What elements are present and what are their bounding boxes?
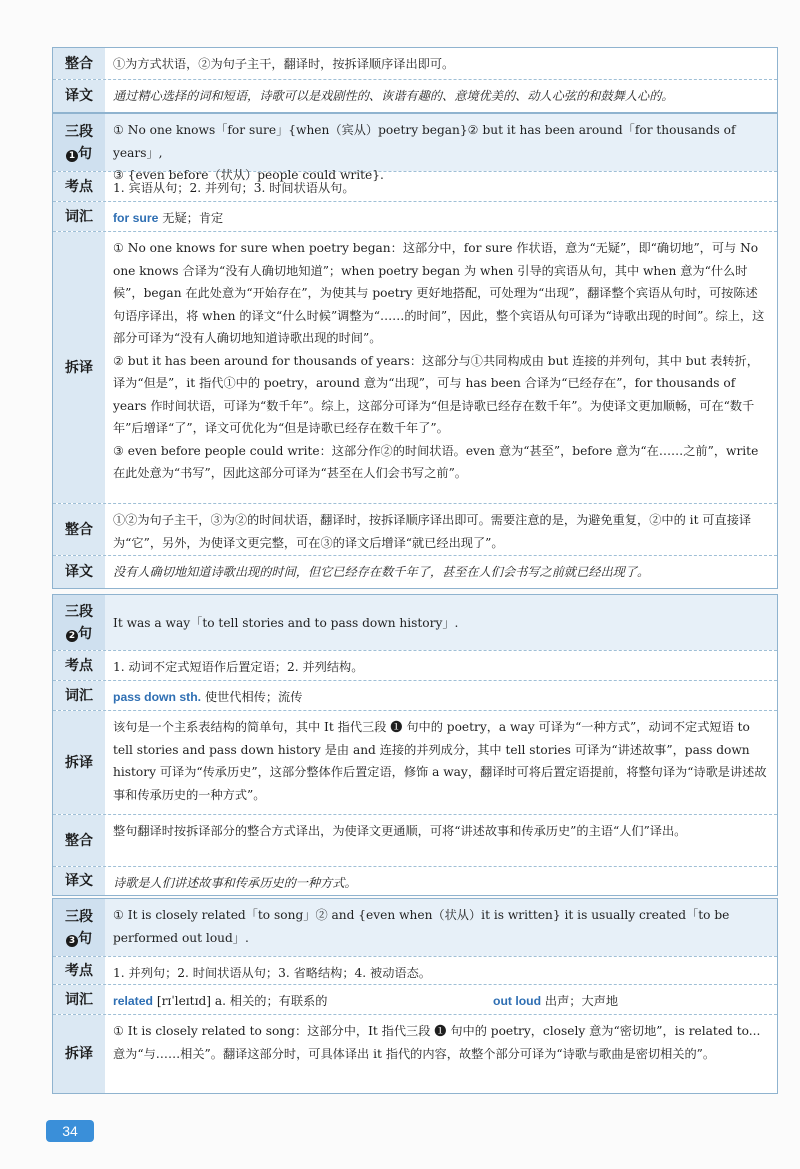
chaiyi-text: ① It is closely related to song：这部分中，It 指代三段 ❶ 句中的 poetry，closely 意为“密切地”，is related to... 意为“与……相关”。翻译这部分时，可具体译出 it 指代的内容，故整个部分可译为“诗歌与歌曲是密切相关的”。: [113, 1024, 761, 1061]
chaiyi-text: 该句是一个主系表结构的简单句，其中 It 指代三段 ❶ 句中的 poetry，a way 可译为“一种方式”，动词不定式短语 to tell stories and pass down history 是由 and 连接的并列成分，其中 tell stories 可译为“讲述故事”，pass down history 可译为“传承历史”，这部分整体作后置定语，修饰 a way，翻译时可将后置定语提前，将整句译为“诗歌是讲述故事和传承历史的一种方式”。: [113, 720, 767, 802]
zhenghe-row: [53, 504, 777, 556]
cihui-row: [53, 985, 777, 1015]
zhenghe-label: 整合: [53, 815, 105, 866]
block-sentence-2: [52, 594, 778, 896]
zhenghe-text: ①②为句子主干，③为②的时间状语，翻译时，按拆译顺序译出即可。需要注意的是，为避免重复，②中的 it 可直接译为“它”，另外，为使译文更完整，可在③的译文后增译“就已经出现了”。: [113, 513, 752, 550]
yiwen-text: 没有人确切地知道诗歌出现的时间，但它已经存在数千年了，甚至在人们会书写之前就已经出现了。: [113, 565, 650, 579]
chaiyi-row: [53, 711, 777, 815]
yiwen-row: [53, 867, 777, 895]
cihui-label: 词汇: [53, 202, 105, 231]
head-label-line1: 三段: [65, 603, 93, 620]
sentence-head-text: ① It is closely related「to song」② and {even when（状从）it is written} it is usually created「to be performed out loud」.: [105, 899, 777, 956]
chaiyi-para-2: ② but it has been around for thousands of years：这部分与①共同构成由 but 连接的并列句，其中 but 表转折，译为“但是”，it 指代①中的 poetry，around 意为“出现”，可与 has been 合译为“已经存在”，for thousands of years 作时间状语，可译为“数千年”。综上，这部分可译为“但是诗歌已经存在数千年”。为使译文更加顺畅，可在“数千年”后增译“了”，译文可优化为“但是诗歌已经存在数千年了”。: [113, 353, 759, 435]
kaodian-label: 考点: [53, 651, 105, 680]
sentence-head-label: [53, 114, 105, 171]
sentence-text-line2: ③ {even before（状从）people could write}.: [113, 168, 384, 182]
sentence-head-row: [53, 114, 777, 182]
head-label-ju: 句: [78, 145, 92, 162]
chaiyi-para-1: ① No one knows for sure when poetry began：这部分中，for sure 作状语，意为“无疑”，即“确切地”，可与 No one knows 合译为“没有人确切地知道”；when poetry began 为 when 引导的宾语从句，其中 when 意为“什么时候”，began 在此处意为“开始存在”，为使其与 poetry 更好地搭配，可处理为“出现”，翻译整个宾语从句时，可按陈述句语序译出，将 when 的译文“什么时候”调整为“……的时间”，因此，整个宾语从句可译为“诗歌出现的时间”。综上，这部分可译为“没有人确切地知道诗歌出现的时间”。: [113, 241, 765, 345]
zhenghe-text: 整句翻译时按拆译部分的整合方式译出，为使译文更通顺，可将“讲述故事和传承历史”的主语“人们”译出。: [113, 824, 687, 838]
cihui-label: 词汇: [53, 985, 105, 1014]
kaodian-text: 1. 动词不定式短语作后置定语；2. 并列结构。: [113, 660, 364, 674]
zhenghe-row: [53, 815, 777, 867]
cihui-row: [53, 681, 777, 711]
kaodian-text: 1. 宾语从句；2. 并列句；3. 时间状语从句。: [113, 181, 355, 195]
chaiyi-text: [105, 232, 777, 503]
chaiyi-row: [53, 1015, 777, 1093]
head-label-ju: 句: [78, 930, 92, 947]
block-top: [52, 47, 778, 113]
page-number: 34: [46, 1120, 94, 1142]
zhenghe-row: [53, 48, 777, 80]
sentence-head-row: [53, 899, 777, 957]
head-label-line2: [66, 143, 92, 165]
vocab-definition: 使世代相传；流传: [201, 690, 303, 704]
kaodian-text: 1. 并列句；2. 时间状语从句；3. 省略结构；4. 被动语态。: [113, 966, 431, 980]
vocab-definition: [rɪˈleɪtɪd] a. 相关的；有联系的: [152, 994, 328, 1008]
yiwen-label: 译文: [53, 556, 105, 588]
yiwen-label: 译文: [53, 867, 105, 895]
kaodian-label: 考点: [53, 172, 105, 201]
zhenghe-label: 整合: [53, 504, 105, 555]
head-label-line1: 三段: [65, 123, 93, 140]
zhenghe-text: ①为方式状语，②为句子主干，翻译时，按拆译顺序译出即可。: [113, 57, 455, 71]
sentence-head-label: [53, 899, 105, 956]
head-label-line2: [66, 928, 92, 950]
cihui-text: [105, 681, 777, 710]
sentence-number-badge: 3: [66, 935, 78, 947]
cihui-text: [105, 985, 777, 1014]
chaiyi-label: 拆译: [53, 1015, 105, 1093]
yiwen-row: [53, 80, 777, 112]
vocab-term: for sure: [113, 211, 159, 225]
sentence-number-badge: 1: [66, 150, 78, 162]
sentence-head-row: [53, 595, 777, 651]
yiwen-label: 译文: [53, 80, 105, 112]
vocab-term: out loud: [493, 994, 542, 1008]
kaodian-row: [53, 957, 777, 985]
vocab-definition: 出声；大声地: [541, 994, 619, 1008]
kaodian-row: [53, 651, 777, 681]
vocab-entry-1: [113, 990, 493, 1010]
chaiyi-para-3: ③ even before people could write：这部分作②的时间状语。even 意为“甚至”，before 意为“在……之前”，write 在此处意为“书写”，因此这部分可译为“甚至在人们会书写之前”。: [113, 443, 759, 480]
yiwen-row: [53, 556, 777, 588]
cihui-label: 词汇: [53, 681, 105, 710]
yiwen-text: 诗歌是人们讲述故事和传承历史的一种方式。: [113, 876, 357, 890]
vocab-entry-2: [493, 990, 618, 1010]
chaiyi-label: 拆译: [53, 232, 105, 503]
yiwen-text: 通过精心选择的词和短语，诗歌可以是戏剧性的、诙谐有趣的、意境优美的、动人心弦的和鼓舞人心的。: [113, 89, 674, 103]
cihui-text: [105, 202, 777, 231]
vocab-term: pass down sth.: [113, 690, 202, 704]
kaodian-label: 考点: [53, 957, 105, 984]
vocab-definition: 无疑；肯定: [158, 211, 224, 225]
sentence-head-text: [105, 114, 777, 182]
head-label-ju: 句: [78, 625, 92, 642]
sentence-text-line1: ① No one knows「for sure」{when（宾从）poetry began}② but it has been around「for thousands of years」,: [113, 123, 736, 160]
chaiyi-row: [53, 232, 777, 504]
sentence-number-badge: 2: [66, 630, 78, 642]
block-sentence-1: [52, 113, 778, 589]
sentence-head-text: It was a way「to tell stories and to pass down history」.: [105, 595, 777, 650]
zhenghe-label: 整合: [53, 48, 105, 79]
head-label-line2: [66, 623, 92, 645]
kaodian-row: [53, 172, 777, 202]
chaiyi-label: 拆译: [53, 711, 105, 814]
cihui-row: [53, 202, 777, 232]
sentence-head-label: [53, 595, 105, 650]
head-label-line1: 三段: [65, 908, 93, 925]
block-sentence-3: [52, 898, 778, 1094]
vocab-term: related: [113, 994, 153, 1008]
